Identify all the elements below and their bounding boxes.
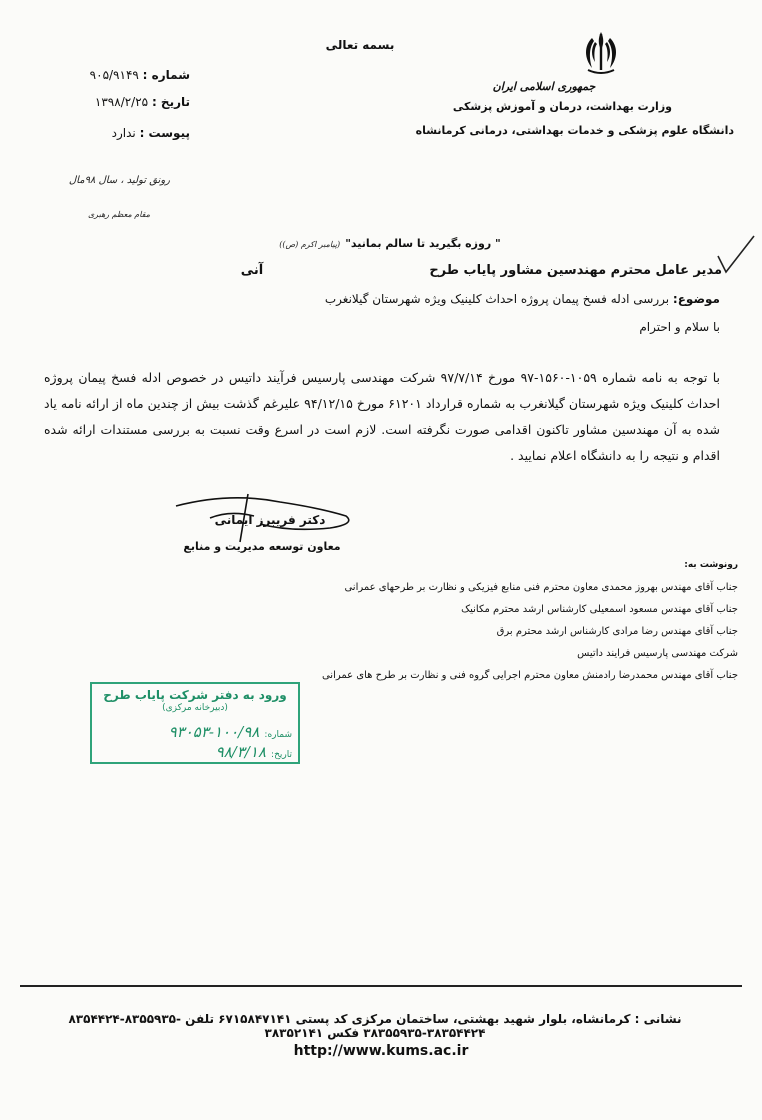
signer-title: معاون توسعه مدیریت و منابع	[183, 540, 341, 553]
letter-attachment-value: ندارد	[111, 126, 136, 140]
subject-label: موضوع:	[672, 292, 720, 306]
year-slogan-source: مقام معظم رهبری	[87, 210, 150, 219]
letter-body: با توجه به نامه شماره ۱۰۵۹-۱۵۶۰-۹۷ مورخ ۹۷/۷/۱۴ شرکت مهندسی پارسیس فرآیند داتیس در خصوص ادله فسخ پیمان پروژه احداث کلینیک ویژه شهرستان گیلانغرب به شماره قرارداد ۶۱۲۰۱ مورخ ۹۴/۱۲/۱۵ علیرغم گذشت بیش از چندین ماه از ارائه نامه یاد شده به آن مهندسین مشاور تاکنون اقدامی صورت نگرفته است. لازم است در اسرع وقت نسبت به بررسی مستندات ارائه شده اقدام و نتیجه را به دانشگاه اعلام نمایید .	[44, 370, 720, 463]
stamp-date-value: ۹۸/۳/۱۸	[215, 743, 266, 761]
emblem-icon	[578, 28, 624, 78]
subject-line	[120, 292, 720, 306]
cc-item: جناب آقای مهندس مسعود اسمعیلی کارشناس ارشد محترم مکانیک	[461, 604, 738, 615]
cc-item: جناب آقای مهندس بهروز محمدی معاون محترم فنی منابع فیزیکی و نظارت بر طرحهای عمرانی	[344, 582, 738, 593]
ramadan-quote	[260, 232, 520, 251]
letter-attachment-label: پیوست :	[139, 126, 190, 140]
year-slogan: رونق تولید ، سال ۹۸مال	[68, 175, 170, 186]
letter-date-label: تاریخ :	[151, 95, 190, 109]
letter-number	[70, 68, 190, 82]
stamp-number-value: ۱۰۰/۹۸-۹۳۰۵۳	[168, 723, 260, 741]
country-name: جمهوری اسلامی ایران	[492, 80, 596, 93]
cc-item: جناب آقای مهندس محمدرضا رادمنش معاون محترم اجرایی گروه فنی و نظارت بر طرح های عمرانی	[321, 670, 738, 681]
university-name: دانشگاه علوم پزشکی و خدمات بهداشتی، درمانی کرمانشاه	[415, 124, 734, 137]
stamp-subtitle: (دبیرخانه مرکزی)	[162, 703, 228, 713]
subject-text: بررسی ادله فسخ پیمان پروژه احداث کلینیک ویژه شهرستان گیلانغرب	[324, 292, 670, 306]
website-link[interactable]: http://www.kums.ac.ir	[293, 1043, 469, 1059]
stamp-date	[96, 742, 292, 761]
stamp-date-label: تاریخ:	[271, 750, 292, 760]
letter-number-value: ۹۰۵/۹۱۴۹	[89, 68, 139, 82]
ramadan-quote-source: (پیامبر اکرم (ص))	[279, 240, 341, 249]
cc-title: رونوشت به:	[684, 560, 738, 570]
stamp-title: ورود به دفتر شرکت پایاب طرح	[103, 688, 287, 702]
cc-item: شرکت مهندسی پارسیس فرایند داتیس	[577, 648, 738, 659]
ministry-name: وزارت بهداشت، درمان و آموزش پزشکی	[452, 100, 672, 113]
letter-number-label: شماره :	[142, 68, 190, 82]
urgency-label: آنی	[240, 263, 264, 278]
greeting: با سلام و احترام	[639, 320, 720, 334]
signer-name: دکتر فریبرز ایمانی	[214, 513, 326, 527]
stamp-number	[96, 722, 292, 741]
letter-attachment	[70, 126, 190, 140]
letter-date	[70, 95, 190, 109]
received-stamp	[90, 682, 300, 764]
cc-item: جناب آقای مهندس رضا مرادی کارشناس ارشد محترم برق	[496, 626, 738, 637]
ramadan-quote-text: " روزه بگیرید تا سالم بمانید"	[345, 237, 501, 250]
letter-date-value: ۱۳۹۸/۲/۲۵	[94, 95, 149, 109]
recipient: مدیر عامل محترم مهندسین مشاور پایاب طرح	[429, 263, 722, 278]
stamp-number-label: شماره:	[264, 730, 292, 740]
bismillah: بسمه تعالی	[325, 38, 395, 52]
footer-address: نشانی : کرمانشاه، بلوار شهید بهشتی، ساختمان مرکزی کد پستی ۶۷۱۵۸۴۷۱۴۱ تلفن -۸۳۵۵۹۳۵-۸۳۵۴۴۲۴ ۳۸۳۵۴۴۲۴-۳۸۳۵۵۹۳۵ فکس ۳۸۳۵۲۱۴۱	[68, 1012, 682, 1040]
footer-divider	[20, 985, 742, 987]
